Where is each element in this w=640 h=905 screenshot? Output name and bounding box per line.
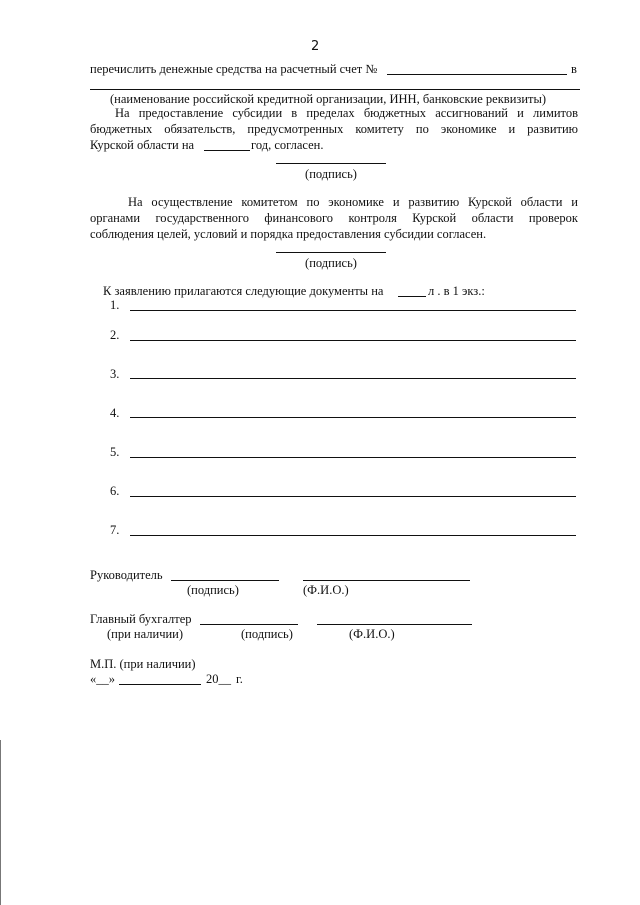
bank-caption: (наименование российской кредитной организации, ИНН, банковские реквизиты) (110, 92, 547, 106)
accountant-label: Главный бухгалтер (90, 612, 192, 626)
paragraph-budget (90, 105, 578, 137)
paragraph-control (90, 194, 578, 242)
accountant-sign-caption: (подпись) (241, 627, 293, 641)
attachments-prefix: К заявлению прилагаются следующие документы на (103, 284, 384, 298)
accountant-signature-field[interactable] (200, 624, 298, 625)
date-year: 20__ (206, 672, 231, 686)
attachment-number: 1. (110, 298, 120, 312)
head-label: Руководитель (90, 568, 163, 582)
paragraph-budget-line1: На предоставление субсидии в пределах бюджетных ассигнований и лимитов (115, 106, 578, 120)
year-field[interactable] (204, 150, 250, 151)
accountant-note: (при наличии) (107, 627, 184, 641)
signature-caption-1: (подпись) (305, 167, 357, 181)
head-name-caption: (Ф.И.О.) (303, 583, 349, 597)
attachment-number: 6. (110, 484, 120, 498)
head-sign-caption: (подпись) (187, 583, 239, 597)
attachment-field-4[interactable] (130, 417, 576, 418)
transfer-suffix: в (571, 62, 577, 76)
paragraph-budget-line3-suffix: год, согласен. (251, 138, 324, 152)
attachment-number: 2. (110, 328, 120, 342)
signature-caption-2: (подпись) (305, 256, 357, 270)
date-month-field[interactable] (119, 684, 201, 685)
attachment-field-2[interactable] (130, 340, 576, 341)
attachment-field-6[interactable] (130, 496, 576, 497)
transfer-text: перечислить денежные средства на расчетный счет № (90, 62, 378, 76)
attachment-field-5[interactable] (130, 457, 576, 458)
paragraph-budget-line2: бюджетных обязательств, предусмотренных комитету по экономике и развитию (90, 122, 578, 136)
accountant-name-caption: (Ф.И.О.) (349, 627, 395, 641)
attachment-number: 5. (110, 445, 120, 459)
account-number-field[interactable] (387, 74, 567, 75)
attachment-field-3[interactable] (130, 378, 576, 379)
attachment-field-1[interactable] (130, 310, 576, 311)
paragraph-control-line2: органами государственного финансового контроля Курской области проверок (90, 211, 578, 225)
attachment-number: 7. (110, 523, 120, 537)
scan-edge-line (0, 740, 1, 905)
date-day: «__» (90, 672, 115, 686)
attachment-field-7[interactable] (130, 535, 576, 536)
signature-field-1[interactable] (276, 163, 386, 164)
page-number: 2 (311, 39, 320, 54)
date-year-suffix: г. (236, 672, 243, 686)
accountant-name-field[interactable] (317, 624, 472, 625)
bank-details-field[interactable] (90, 89, 580, 90)
head-name-field[interactable] (303, 580, 470, 581)
attachments-suffix: л . в 1 экз.: (428, 284, 485, 298)
head-signature-field[interactable] (171, 580, 279, 581)
paragraph-control-line1: На осуществление комитетом по экономике и развитию Курской области и (128, 195, 578, 209)
paragraph-budget-line3-prefix: Курской области на (90, 138, 195, 152)
signature-field-2[interactable] (276, 252, 386, 253)
paragraph-control-line3: соблюдения целей, условий и порядка предоставления субсидии согласен. (90, 227, 487, 241)
attachment-number: 4. (110, 406, 120, 420)
stamp-note: М.П. (при наличии) (90, 657, 196, 671)
attachment-number: 3. (110, 367, 120, 381)
sheets-count-field[interactable] (398, 296, 426, 297)
